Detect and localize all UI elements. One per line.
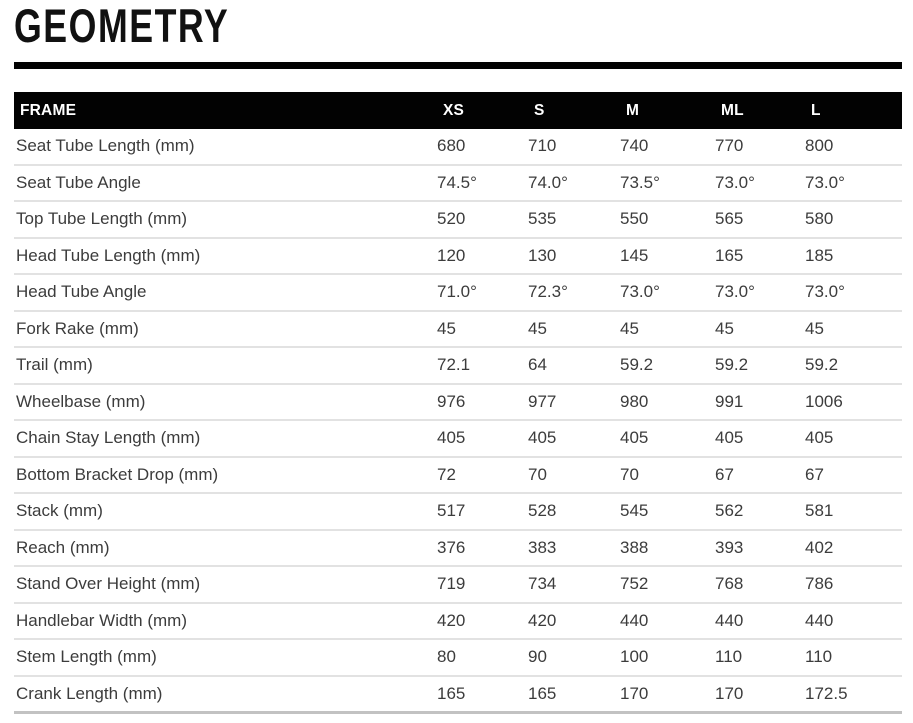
row-label: Bottom Bracket Drop (mm) bbox=[16, 464, 219, 484]
row-value: 376 bbox=[437, 537, 466, 557]
row-value: 565 bbox=[715, 209, 744, 229]
row-label: Seat Tube Angle bbox=[16, 172, 141, 192]
column-header-size: M bbox=[626, 101, 640, 119]
row-label: Reach (mm) bbox=[16, 537, 110, 557]
row-value: 67 bbox=[805, 464, 824, 484]
row-value: 165 bbox=[437, 683, 466, 703]
row-value: 45 bbox=[437, 318, 456, 338]
row-label: Crank Length (mm) bbox=[16, 683, 163, 703]
row-value: 977 bbox=[528, 391, 557, 411]
row-value: 405 bbox=[715, 428, 744, 448]
row-value: 800 bbox=[805, 136, 834, 156]
row-value: 64 bbox=[528, 355, 547, 375]
row-value: 440 bbox=[805, 610, 834, 630]
row-value: 72 bbox=[437, 464, 456, 484]
table-row bbox=[14, 566, 902, 603]
row-value: 405 bbox=[437, 428, 466, 448]
table-row bbox=[14, 676, 902, 713]
row-value: 70 bbox=[620, 464, 639, 484]
row-label: Stand Over Height (mm) bbox=[16, 574, 201, 594]
row-value: 170 bbox=[715, 683, 744, 703]
table-row bbox=[14, 420, 902, 457]
row-value: 581 bbox=[805, 501, 834, 521]
row-value: 59.2 bbox=[715, 355, 749, 375]
row-value: 535 bbox=[528, 209, 557, 229]
row-label: Wheelbase (mm) bbox=[16, 391, 146, 411]
row-value: 165 bbox=[715, 245, 744, 265]
table-row bbox=[14, 165, 902, 202]
table-row bbox=[14, 129, 902, 165]
row-label: Fork Rake (mm) bbox=[16, 318, 139, 338]
row-value: 980 bbox=[620, 391, 649, 411]
row-label: Head Tube Angle bbox=[16, 282, 147, 302]
row-value: 71.0° bbox=[437, 282, 477, 302]
table-row bbox=[14, 530, 902, 567]
row-value: 165 bbox=[528, 683, 557, 703]
row-value: 73.0° bbox=[715, 282, 755, 302]
row-value: 545 bbox=[620, 501, 649, 521]
row-label: Head Tube Length (mm) bbox=[16, 245, 201, 265]
row-label: Chain Stay Length (mm) bbox=[16, 428, 201, 448]
row-value: 145 bbox=[620, 245, 649, 265]
row-value: 45 bbox=[528, 318, 547, 338]
row-value: 393 bbox=[715, 537, 744, 557]
row-value: 580 bbox=[805, 209, 834, 229]
row-value: 976 bbox=[437, 391, 466, 411]
row-value: 73.0° bbox=[805, 172, 845, 192]
table-header-row bbox=[14, 92, 902, 129]
row-value: 67 bbox=[715, 464, 734, 484]
row-value: 185 bbox=[805, 245, 834, 265]
row-label: Trail (mm) bbox=[16, 355, 93, 375]
row-value: 74.5° bbox=[437, 172, 477, 192]
row-value: 786 bbox=[805, 574, 834, 594]
row-value: 405 bbox=[620, 428, 649, 448]
table-row bbox=[14, 311, 902, 348]
row-value: 59.2 bbox=[805, 355, 839, 375]
row-value: 45 bbox=[620, 318, 639, 338]
table-row bbox=[14, 201, 902, 238]
row-value: 120 bbox=[437, 245, 466, 265]
row-value: 562 bbox=[715, 501, 744, 521]
row-value: 45 bbox=[805, 318, 824, 338]
row-value: 74.0° bbox=[528, 172, 568, 192]
row-value: 80 bbox=[437, 647, 456, 667]
row-value: 59.2 bbox=[620, 355, 654, 375]
row-label: Stack (mm) bbox=[16, 501, 103, 521]
row-value: 72.1 bbox=[437, 355, 471, 375]
row-value: 520 bbox=[437, 209, 466, 229]
row-value: 768 bbox=[715, 574, 744, 594]
row-value: 440 bbox=[620, 610, 649, 630]
table-body bbox=[14, 129, 902, 713]
row-value: 70 bbox=[528, 464, 547, 484]
row-value: 45 bbox=[715, 318, 734, 338]
table-row bbox=[14, 238, 902, 275]
row-value: 402 bbox=[805, 537, 834, 557]
row-value: 710 bbox=[528, 136, 557, 156]
row-value: 420 bbox=[437, 610, 466, 630]
page-title: GEOMETRY bbox=[14, 0, 230, 52]
row-value: 172.5 bbox=[805, 683, 848, 703]
row-value: 740 bbox=[620, 136, 649, 156]
row-value: 383 bbox=[528, 537, 557, 557]
table-row bbox=[14, 347, 902, 384]
row-value: 405 bbox=[528, 428, 557, 448]
row-value: 420 bbox=[528, 610, 557, 630]
row-value: 90 bbox=[528, 647, 547, 667]
table-row bbox=[14, 274, 902, 311]
row-value: 528 bbox=[528, 501, 557, 521]
column-header-size: ML bbox=[721, 101, 744, 119]
row-value: 405 bbox=[805, 428, 834, 448]
row-label: Seat Tube Length (mm) bbox=[16, 136, 195, 156]
row-value: 388 bbox=[620, 537, 649, 557]
row-value: 734 bbox=[528, 574, 557, 594]
row-value: 1006 bbox=[805, 391, 843, 411]
row-value: 719 bbox=[437, 574, 466, 594]
table-row bbox=[14, 603, 902, 640]
table-row bbox=[14, 493, 902, 530]
row-value: 770 bbox=[715, 136, 744, 156]
row-value: 170 bbox=[620, 683, 649, 703]
row-value: 550 bbox=[620, 209, 649, 229]
row-label: Stem Length (mm) bbox=[16, 647, 157, 667]
row-value: 752 bbox=[620, 574, 649, 594]
row-label: Handlebar Width (mm) bbox=[16, 610, 187, 630]
row-value: 110 bbox=[805, 647, 833, 667]
column-header-frame: FRAME bbox=[20, 101, 77, 119]
row-value: 680 bbox=[437, 136, 466, 156]
section-divider-rule bbox=[14, 62, 902, 69]
row-value: 130 bbox=[528, 245, 557, 265]
title-area bbox=[14, 0, 902, 62]
row-value: 72.3° bbox=[528, 282, 568, 302]
row-value: 73.0° bbox=[805, 282, 845, 302]
row-value: 73.5° bbox=[620, 172, 660, 192]
column-header-size: S bbox=[534, 101, 545, 119]
row-value: 991 bbox=[715, 391, 744, 411]
column-header-size: L bbox=[811, 101, 821, 119]
row-value: 440 bbox=[715, 610, 744, 630]
table-row bbox=[14, 457, 902, 494]
row-value: 517 bbox=[437, 501, 466, 521]
column-header-size: XS bbox=[443, 101, 465, 119]
row-value: 73.0° bbox=[715, 172, 755, 192]
table-row bbox=[14, 384, 902, 421]
row-value: 73.0° bbox=[620, 282, 660, 302]
geometry-table bbox=[14, 92, 902, 714]
row-value: 100 bbox=[620, 647, 649, 667]
row-value: 110 bbox=[715, 647, 743, 667]
row-label: Top Tube Length (mm) bbox=[16, 209, 188, 229]
table-row bbox=[14, 639, 902, 676]
